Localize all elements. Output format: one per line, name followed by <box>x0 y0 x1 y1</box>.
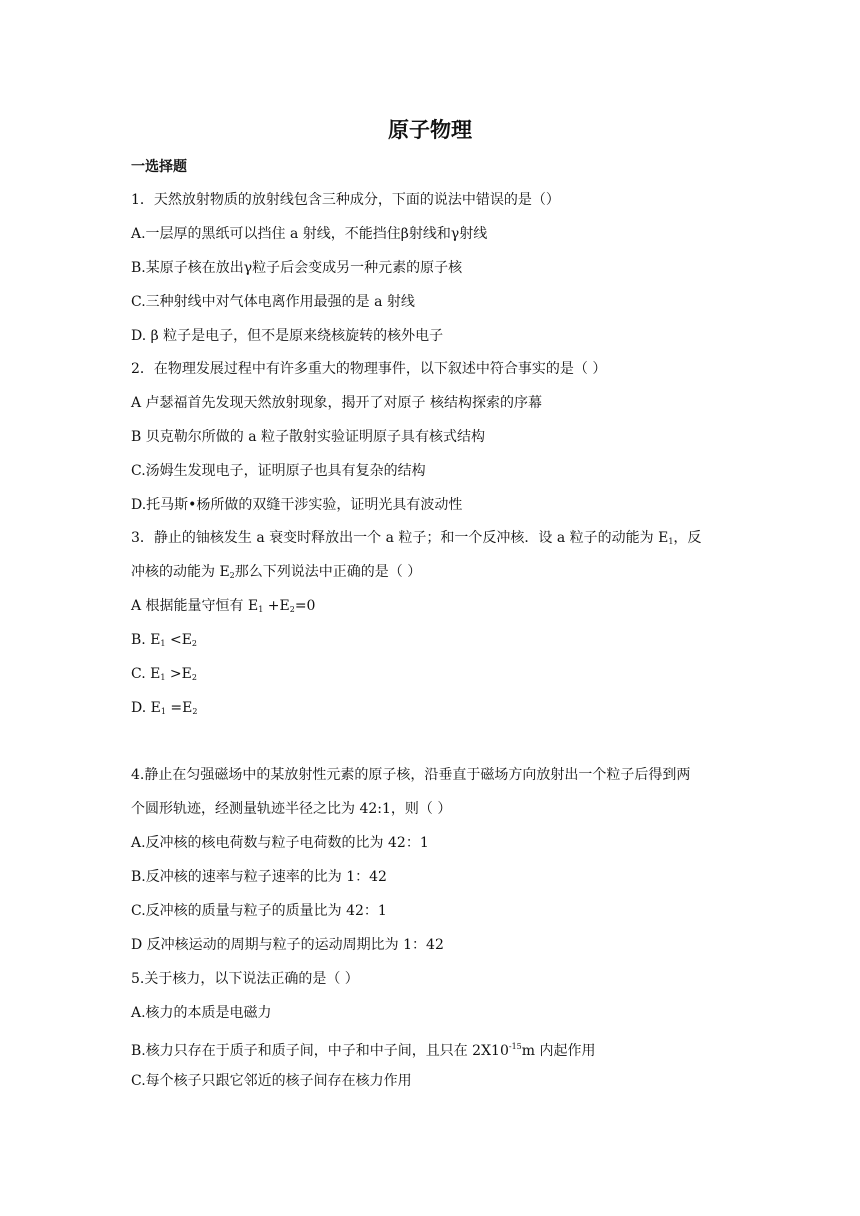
q3-stem-line2: 冲核的动能为 $E_2$那么下列说法中正确的是（ ） <box>131 564 422 580</box>
q4-option-a: A.反冲核的核电荷数与粒子电荷数的比为 42：1 <box>131 835 429 851</box>
q4-stem-line1: 4.静止在匀强磁场中的某放射性元素的原子核，沿垂直于磁场方向放射出一个粒子后得到两 <box>131 767 691 783</box>
q2-option-c: C.汤姆生发现电子，证明原子也具有复杂的结构 <box>131 463 426 479</box>
q4-option-d: D 反冲核运动的周期与粒子的运动周期比为 1：42 <box>131 937 444 953</box>
q3-option-d: D. $E_1 =E_2$ <box>131 700 198 716</box>
q2-option-d: D.托马斯•杨所做的双缝干涉实验，证明光具有波动性 <box>131 497 463 513</box>
q3-stem-line1: 3．静止的铀核发生 a 衰变时释放出一个 a 粒子；和一个反冲核．设 a 粒子的动能为 $E_1$，反 <box>131 530 702 546</box>
q1-option-d: D. β 粒子是电子，但不是原来绕核旋转的核外电子 <box>131 328 444 344</box>
q3-option-a: A 根据能量守恒有 $E_1 +E_2=0$ <box>131 598 316 614</box>
q5-option-b: B.核力只存在于质子和质子间，中子和中子间，且只在 $2X10^{-15}m$ 内起作用 <box>131 1042 596 1059</box>
q1-option-a: A.一层厚的黑纸可以挡住 a 射线，不能挡住β射线和γ射线 <box>131 226 488 242</box>
q1-stem: 1．天然放射物质的放射线包含三种成分，下面的说法中错误的是（） <box>131 192 560 208</box>
q4-stem-line2: 个圆形轨迹，经测量轨迹半径之比为 42:1，则（ ） <box>131 801 452 817</box>
q2-stem: 2．在物理发展过程中有许多重大的物理事件，以下叙述中符合事实的是（ ） <box>131 361 607 377</box>
section-heading: 一选择题 <box>131 159 187 175</box>
q5-option-c: C.每个核子只跟它邻近的核子间存在核力作用 <box>131 1073 412 1089</box>
q2-option-b: B 贝克勒尔所做的 a 粒子散射实验证明原子具有核式结构 <box>131 429 485 445</box>
q5-stem: 5.关于核力，以下说法正确的是（ ） <box>131 971 359 987</box>
q4-option-c: C.反冲核的质量与粒子的质量比为 42：1 <box>131 903 387 919</box>
q2-option-a: A 卢瑟福首先发现天然放射现象，揭开了对原子 核结构探索的序幕 <box>131 395 543 411</box>
document-title: 原子物理 <box>388 118 472 142</box>
q1-option-c: C.三种射线中对气体电离作用最强的是 a 射线 <box>131 294 415 310</box>
q4-option-b: B.反冲核的速率与粒子速率的比为 1：42 <box>131 869 387 885</box>
q5-option-a: A.核力的本质是电磁力 <box>131 1005 272 1021</box>
q1-option-b: B.某原子核在放出γ粒子后会变成另一种元素的原子核 <box>131 260 463 276</box>
q3-option-b: B. $E_1 <E_2$ <box>131 632 198 648</box>
q3-option-c: C. $E_1 >E_2$ <box>131 666 197 682</box>
